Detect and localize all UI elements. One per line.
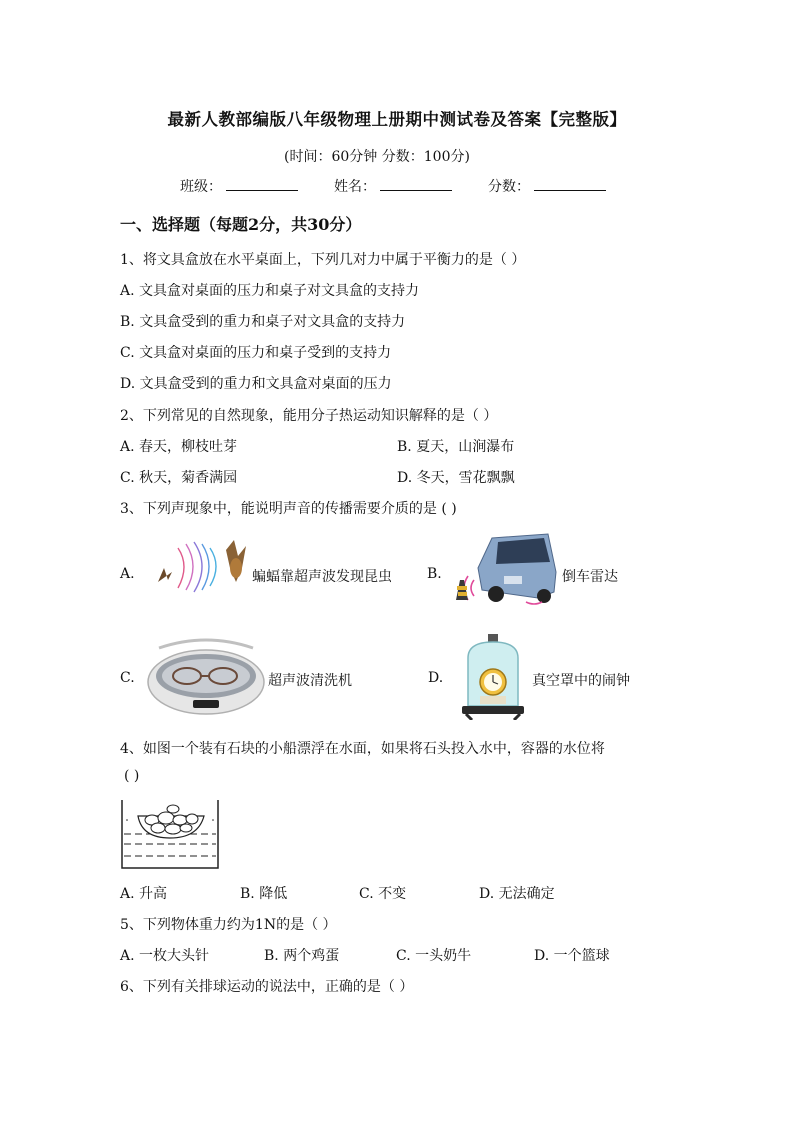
bat-ultrasound-image xyxy=(150,538,250,594)
q5-option-d: D. 一个篮球 xyxy=(534,948,610,964)
q5-stem: 5、下列物体重力约为1N的是（ ） xyxy=(120,917,337,933)
boat-with-stones-diagram xyxy=(118,798,222,870)
q1-option-c: C. 文具盒对桌面的压力和桌子受到的支持力 xyxy=(120,345,392,361)
q1-option-d: D. 文具盒受到的重力和文具盒对桌面的压力 xyxy=(120,376,392,392)
q3-option-b-text: 倒车雷达 xyxy=(562,569,618,585)
exam-time-score: (时间：60分钟 分数：100分) xyxy=(284,149,470,165)
q1-option-a: A. 文具盒对桌面的压力和桌子对文具盒的支持力 xyxy=(120,283,420,299)
q3-option-d-text: 真空罩中的闹钟 xyxy=(532,673,630,689)
q4-option-d: D. 无法确定 xyxy=(479,886,555,902)
name-label: 姓名： xyxy=(334,179,376,195)
page-title: 最新人教部编版八年级物理上册期中测试卷及答案【完整版】 xyxy=(167,110,627,129)
q3-option-a-text: 蝙蝠靠超声波发现昆虫 xyxy=(252,569,392,585)
q3-stem: 3、下列声现象中，能说明声音的传播需要介质的是 ( ) xyxy=(120,501,457,517)
reversing-radar-car-image xyxy=(452,532,560,608)
section-heading: 一、选择题（每题2分，共30分） xyxy=(120,215,362,234)
q4-stem: 4、如图一个装有石块的小船漂浮在水面，如果将石头投入水中，容器的水位将 xyxy=(120,741,605,757)
q1-stem: 1、将文具盒放在水平桌面上，下列几对力中属于平衡力的是（ ） xyxy=(120,252,526,268)
class-field[interactable] xyxy=(180,176,298,196)
name-field[interactable] xyxy=(334,176,452,196)
q4-option-c: C. 不变 xyxy=(359,886,407,902)
q4-option-a: A. 升高 xyxy=(120,886,168,902)
q2-stem: 2、下列常见的自然现象，能用分子热运动知识解释的是（ ） xyxy=(120,408,498,424)
class-label: 班级： xyxy=(180,179,222,195)
score-label: 分数： xyxy=(488,179,530,195)
q3-option-c-letter: C. xyxy=(120,670,135,686)
q5-option-c: C. 一头奶牛 xyxy=(396,948,472,964)
q4-option-b: B. 降低 xyxy=(240,886,288,902)
q3-option-b-letter: B. xyxy=(427,566,442,582)
q2-option-a: A. 春天，柳枝吐芽 xyxy=(120,439,238,455)
q3-option-d-letter: D. xyxy=(428,670,444,686)
q2-option-d: D. 冬天，雪花飘飘 xyxy=(397,470,515,486)
q4-paren: ( ) xyxy=(124,768,140,784)
q6-stem: 6、下列有关排球运动的说法中，正确的是（ ） xyxy=(120,979,414,995)
q3-option-a-letter: A. xyxy=(120,566,135,582)
q5-option-a: A. 一枚大头针 xyxy=(120,948,210,964)
q3-option-c-text: 超声波清洗机 xyxy=(268,673,352,689)
ultrasonic-cleaner-image xyxy=(145,638,267,718)
score-field[interactable] xyxy=(488,176,606,196)
q2-option-b: B. 夏天，山涧瀑布 xyxy=(397,439,515,455)
q5-option-b: B. 两个鸡蛋 xyxy=(264,948,340,964)
q1-option-b: B. 文具盒受到的重力和桌子对文具盒的支持力 xyxy=(120,314,406,330)
q2-option-c: C. 秋天，菊香满园 xyxy=(120,470,238,486)
bell-jar-alarm-clock-image xyxy=(458,632,528,720)
